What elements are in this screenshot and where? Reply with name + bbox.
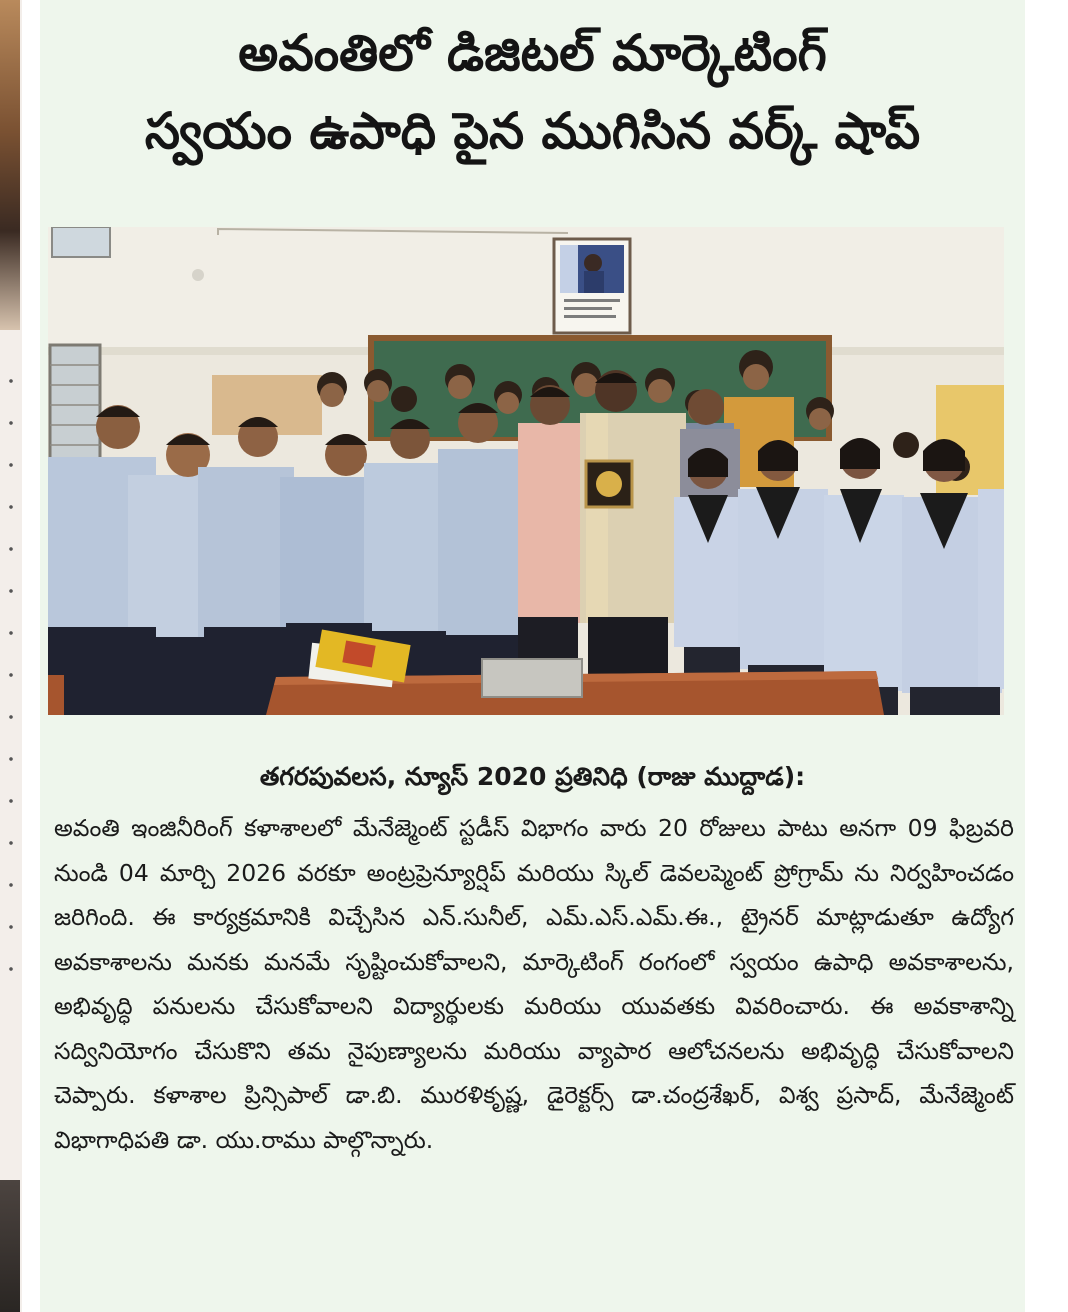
headline: [40, 14, 1025, 170]
adjacent-photo-bottom: [0, 1180, 20, 1312]
adjacent-photo-top: [0, 0, 20, 330]
headline-line-1: అవంతిలో డిజిటల్ మార్కెటింగ్: [238, 24, 827, 82]
dateline: తగరపువలస, న్యూస్ 2020 ప్రతినిధి (రాజు ముద్దాడ):: [259, 762, 806, 791]
headline-line-2: స్వయం ఉపాధి పైన ముగిసిన వర్క్ షాప్: [144, 102, 921, 160]
adjacent-page-strip: [0, 0, 22, 1312]
article-body: అవంతి ఇంజినీరింగ్ కళాశాలలో మేనేజ్మెంట్ స్టడీస్ విభాగం వారు 20 రోజులు పాటు అనగా 09 ఫిబ్రవరి నుండి 04 మార్చి 2026 వరకూ అంట్రప్రెన్యూర్షిప్ మరియు స్కిల్ డెవలప్మెంట్ ప్రోగ్రామ్ ను నిర్వహించడం జరిగింది. ఈ కార్యక్రమానికి విచ్చేసిన ఎన్.సునీల్, ఎమ్.ఎస్.ఎమ్.ఈ., ట్రైనర్ మాట్లాడుతూ ఉద్యోగ అవకాశాలను మనకు మనమే సృష్టించుకోవాలని, మార్కెటింగ్ రంగంలో స్వయం ఉపాధి అవకాశాలను, అభివృద్ధి పనులను చేసుకోవాలని విద్యార్థులకు మరియు యువతకు వివరించారు. ఈ అవకాశాన్ని సద్వినియోగం చేసుకొని తమ నైపుణ్యాలను మరియు వ్యాపార ఆలోచనలను అభివృద్ధి చేసుకోవాలని చెప్పారు. కళాశాల ప్రిన్సిపాల్ డా.బి. మురళికృష్ణ, డైరెక్టర్స్ డా.చంద్రశేఖర్, విశ్వ ప్రసాద్, మేనేజ్మెంట్ విభాగాధిపతి డా. యు.రాము పాల్గొన్నారు.: [54, 814, 1014, 1154]
group-photo: [48, 227, 1004, 715]
news-article: [40, 0, 1025, 1312]
adjacent-bullet-dots: [6, 360, 16, 1000]
